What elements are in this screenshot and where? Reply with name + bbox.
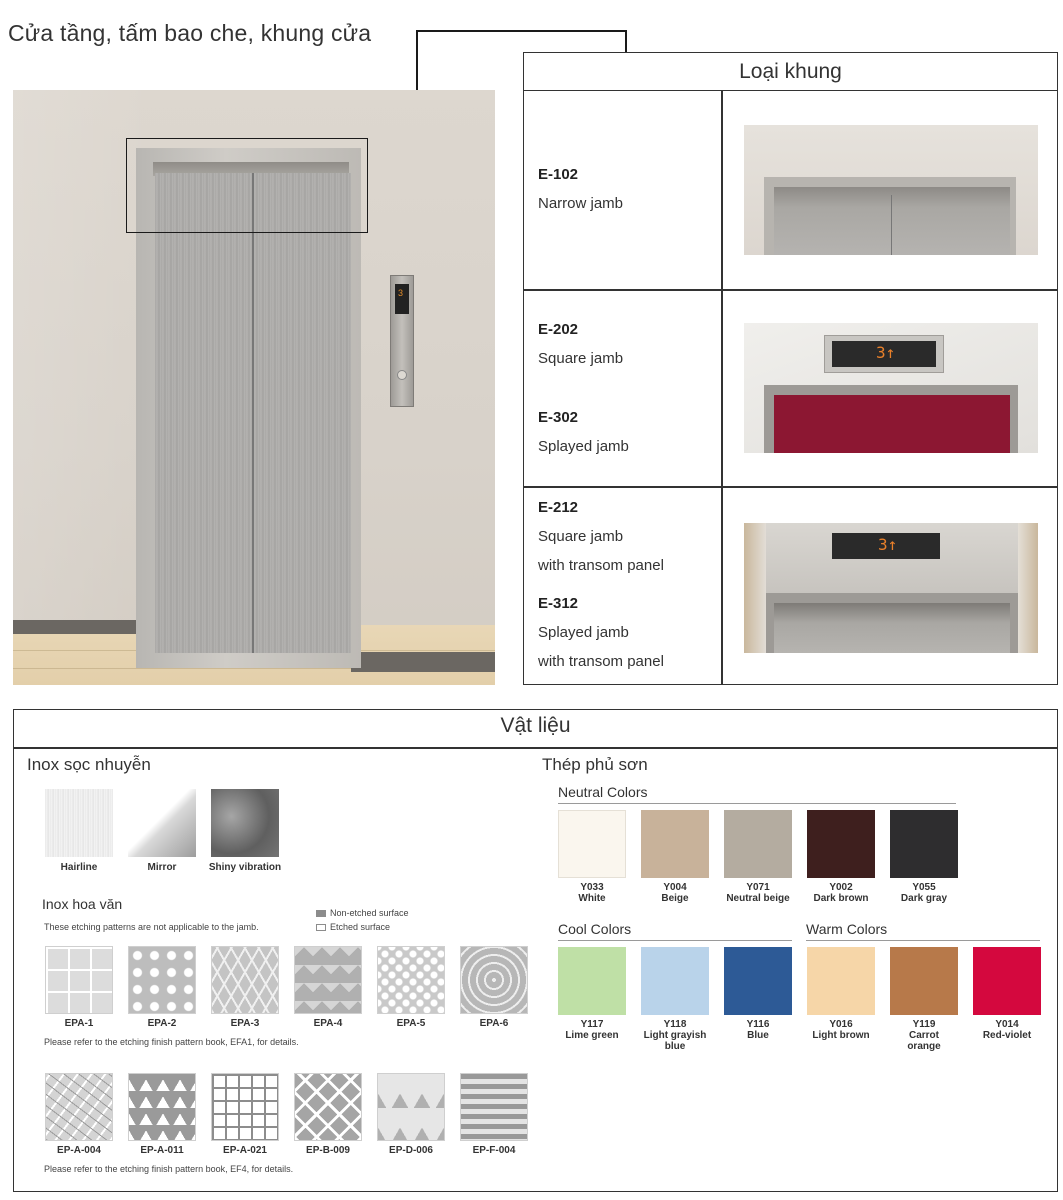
frame-code: E-312 bbox=[538, 595, 579, 612]
frame-code: E-102 bbox=[538, 166, 579, 183]
frame-table-title: Loại khung bbox=[524, 53, 1057, 91]
color-code: Y016 bbox=[829, 1019, 853, 1030]
landing-door-left bbox=[155, 173, 253, 653]
color-name: Light brown bbox=[812, 1030, 870, 1041]
color-name: Dark brown bbox=[813, 893, 869, 904]
color-code: Y002 bbox=[829, 882, 853, 893]
shiny-vibration-swatch bbox=[211, 789, 279, 857]
etched-row1-note: Please refer to the etching finish pattern book, EFA1, for details. bbox=[44, 1037, 299, 1047]
pattern-label: EPA-1 bbox=[64, 1018, 94, 1029]
frame-description: Splayed jamb bbox=[538, 624, 629, 641]
painted-steel-title: Thép phủ sơn bbox=[542, 755, 648, 774]
cool-colors-title: Cool Colors bbox=[558, 921, 632, 937]
finish-label: Shiny vibration bbox=[208, 862, 282, 873]
color-name: Light grayish bbox=[643, 1030, 707, 1041]
legend-non-etched bbox=[316, 908, 409, 918]
color-swatch bbox=[641, 810, 709, 878]
floor-indicator-text: 3 bbox=[398, 288, 404, 298]
pattern-label: EPA-4 bbox=[313, 1018, 343, 1029]
pattern-label: EP-F-004 bbox=[472, 1145, 516, 1156]
pattern-epa-2 bbox=[128, 946, 196, 1014]
color-name: Blue bbox=[747, 1030, 769, 1041]
color-code: Y119 bbox=[912, 1019, 936, 1030]
floor-indicator-text: 3↑ bbox=[878, 535, 898, 554]
landing-door-right bbox=[253, 173, 351, 653]
mirror-swatch bbox=[128, 789, 196, 857]
materials-title: Vật liệu bbox=[500, 714, 571, 737]
pattern-label: EP-D-006 bbox=[389, 1145, 433, 1156]
hairline-swatch bbox=[45, 789, 113, 857]
page-title: Cửa tầng, tấm bao che, khung cửa bbox=[8, 20, 372, 46]
frame-description: with transom panel bbox=[538, 557, 664, 574]
baseboard bbox=[351, 652, 495, 672]
color-swatch bbox=[890, 810, 958, 878]
frame-types-table bbox=[523, 52, 1058, 685]
pattern-label: EPA-6 bbox=[479, 1018, 509, 1029]
color-swatch bbox=[807, 947, 875, 1015]
color-name: Neutral beige bbox=[726, 893, 790, 904]
color-code: Y117 bbox=[580, 1019, 604, 1030]
pattern-epa-6 bbox=[460, 946, 528, 1014]
materials-panel bbox=[13, 709, 1058, 1192]
pattern-label: EP-B-009 bbox=[306, 1145, 350, 1156]
color-code: Y014 bbox=[995, 1019, 1019, 1030]
color-swatch bbox=[724, 810, 792, 878]
frame-description: Square jamb bbox=[538, 350, 624, 367]
pattern-ep-f-004 bbox=[460, 1073, 528, 1141]
frame-description: Splayed jamb bbox=[538, 438, 629, 455]
frame-code: E-212 bbox=[538, 499, 579, 516]
color-name: orange bbox=[907, 1041, 941, 1052]
frame-code: E-302 bbox=[538, 409, 579, 426]
color-name: Lime green bbox=[565, 1030, 619, 1041]
color-swatch bbox=[558, 947, 626, 1015]
square-jamb-photo bbox=[744, 323, 1038, 453]
pattern-label: EPA-5 bbox=[396, 1018, 426, 1029]
pattern-ep-b-009 bbox=[294, 1073, 362, 1141]
color-swatch bbox=[558, 810, 626, 878]
etched-row2-note: Please refer to the etching finish pattern book, EF4, for details. bbox=[44, 1164, 294, 1174]
color-name: Beige bbox=[661, 893, 689, 904]
pattern-epa-4 bbox=[294, 946, 362, 1014]
baseboard bbox=[13, 620, 155, 634]
color-swatch bbox=[724, 947, 792, 1015]
color-name: blue bbox=[664, 1041, 686, 1052]
color-name: Red-violet bbox=[982, 1030, 1032, 1041]
pattern-ep-a-004 bbox=[45, 1073, 113, 1141]
jamb-highlight-box bbox=[126, 138, 368, 233]
color-code: Y004 bbox=[663, 882, 687, 893]
etched-note: These etching patterns are not applicable to the jamb. bbox=[44, 922, 259, 932]
color-name: Carrot bbox=[908, 1030, 939, 1041]
color-name: Dark gray bbox=[900, 893, 948, 904]
color-swatch bbox=[641, 947, 709, 1015]
color-code: Y118 bbox=[663, 1019, 687, 1030]
color-swatch bbox=[890, 947, 958, 1015]
color-code: Y116 bbox=[746, 1019, 770, 1030]
narrow-jamb-photo bbox=[744, 125, 1038, 255]
floor-indicator-text: 3↑ bbox=[876, 343, 896, 362]
frame-code: E-202 bbox=[538, 321, 579, 338]
floor-indicator bbox=[395, 284, 409, 314]
pattern-epa-5 bbox=[377, 946, 445, 1014]
frame-description: Narrow jamb bbox=[538, 195, 624, 212]
pattern-ep-a-021 bbox=[211, 1073, 279, 1141]
legend-label: Etched surface bbox=[330, 922, 391, 932]
neutral-colors-title: Neutral Colors bbox=[558, 784, 648, 800]
pattern-label: EPA-3 bbox=[230, 1018, 260, 1029]
pattern-epa-1 bbox=[45, 946, 113, 1014]
pattern-label: EP-A-011 bbox=[140, 1145, 184, 1156]
frame-description: with transom panel bbox=[538, 653, 664, 670]
pattern-label: EP-A-021 bbox=[223, 1145, 267, 1156]
color-swatch bbox=[973, 947, 1041, 1015]
finish-label: Hairline bbox=[60, 862, 98, 873]
color-swatch bbox=[807, 810, 875, 878]
color-name: White bbox=[578, 893, 606, 904]
leader-line bbox=[625, 30, 627, 52]
pattern-ep-d-006 bbox=[377, 1073, 445, 1141]
pattern-ep-a-011 bbox=[128, 1073, 196, 1141]
call-button-icon bbox=[397, 370, 407, 380]
pattern-epa-3 bbox=[211, 946, 279, 1014]
pattern-label: EPA-2 bbox=[147, 1018, 177, 1029]
elevator-hall-illustration bbox=[13, 90, 495, 685]
finish-label: Mirror bbox=[147, 862, 177, 873]
stainless-title: Inox sọc nhuyễn bbox=[27, 755, 151, 774]
color-code: Y055 bbox=[912, 882, 936, 893]
frame-description: Square jamb bbox=[538, 528, 624, 545]
pattern-label: EP-A-004 bbox=[57, 1145, 101, 1156]
legend-label: Non-etched surface bbox=[330, 908, 409, 918]
transom-jamb-photo bbox=[744, 523, 1038, 653]
hall-call-station bbox=[390, 275, 414, 407]
color-code: Y071 bbox=[746, 882, 770, 893]
etched-title: Inox hoa văn bbox=[42, 896, 123, 912]
color-code: Y033 bbox=[580, 882, 604, 893]
legend-etched bbox=[316, 922, 390, 932]
leader-line bbox=[416, 30, 626, 32]
warm-colors-title: Warm Colors bbox=[806, 921, 888, 937]
